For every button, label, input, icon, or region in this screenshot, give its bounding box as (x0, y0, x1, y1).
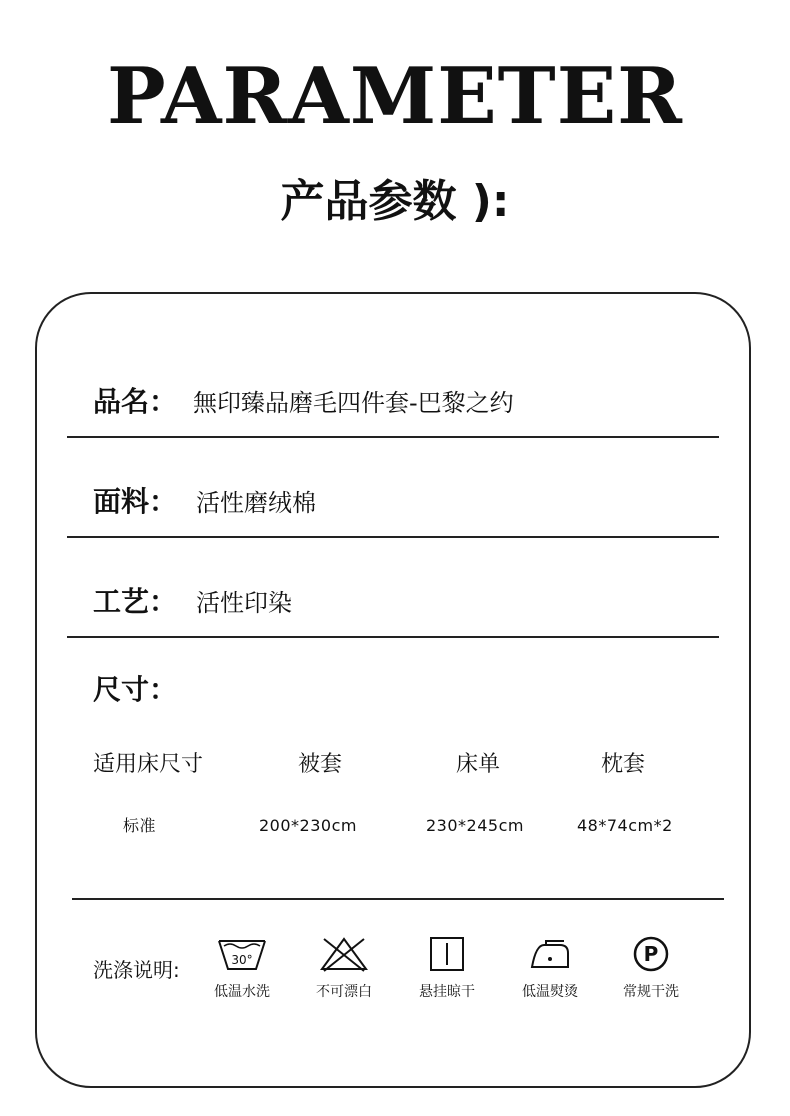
wash-30-text: 30° (231, 953, 253, 967)
divider-3 (67, 636, 719, 638)
wash-30-icon (216, 935, 268, 973)
dry-clean-p-icon (625, 935, 677, 973)
care-text-bleach: 不可漂白 (316, 984, 372, 1000)
size-label: 尺寸： (93, 673, 178, 706)
fabric-label: 面料： (93, 485, 178, 518)
size-value-duvet: 200*230cm (259, 816, 357, 835)
care-item-wash (197, 935, 287, 999)
size-value-bed: 标准 (123, 816, 157, 835)
care-label: 洗涤说明: (93, 958, 180, 982)
care-text-dryclean: 常规干洗 (623, 984, 679, 1000)
name-label: 品名： (93, 385, 178, 418)
care-item-bleach (299, 935, 389, 999)
size-value-pillow: 48*74cm*2 (577, 816, 673, 835)
dry-clean-p-text: P (643, 942, 659, 966)
title-en: PARAMETER (107, 51, 683, 142)
hang-dry-icon (421, 935, 473, 973)
size-value-sheet: 230*245cm (426, 816, 524, 835)
process-value: 活性印染 (196, 589, 292, 617)
fabric-value: 活性磨绒棉 (196, 489, 316, 517)
care-item-dryclean (606, 935, 696, 999)
divider-4 (72, 898, 724, 900)
low-iron-icon (524, 935, 576, 973)
name-value: 無印臻品磨毛四件套-巴黎之约 (193, 389, 514, 417)
care-item-iron (505, 935, 595, 999)
care-text-iron: 低温熨烫 (522, 984, 578, 1000)
size-header-sheet: 床单 (456, 752, 501, 777)
size-header-bed: 适用床尺寸 (93, 752, 204, 777)
size-header-duvet: 被套 (298, 752, 343, 777)
size-header-pillow: 枕套 (601, 752, 646, 777)
divider-2 (67, 536, 719, 538)
care-text-dry: 悬挂晾干 (419, 984, 475, 1000)
process-label: 工艺： (93, 585, 178, 618)
divider-1 (67, 436, 719, 438)
care-text-wash: 低温水洗 (214, 984, 270, 1000)
no-bleach-icon (318, 935, 370, 973)
title-cn: 产品参数 ): (280, 176, 510, 227)
care-item-dry (402, 935, 492, 999)
